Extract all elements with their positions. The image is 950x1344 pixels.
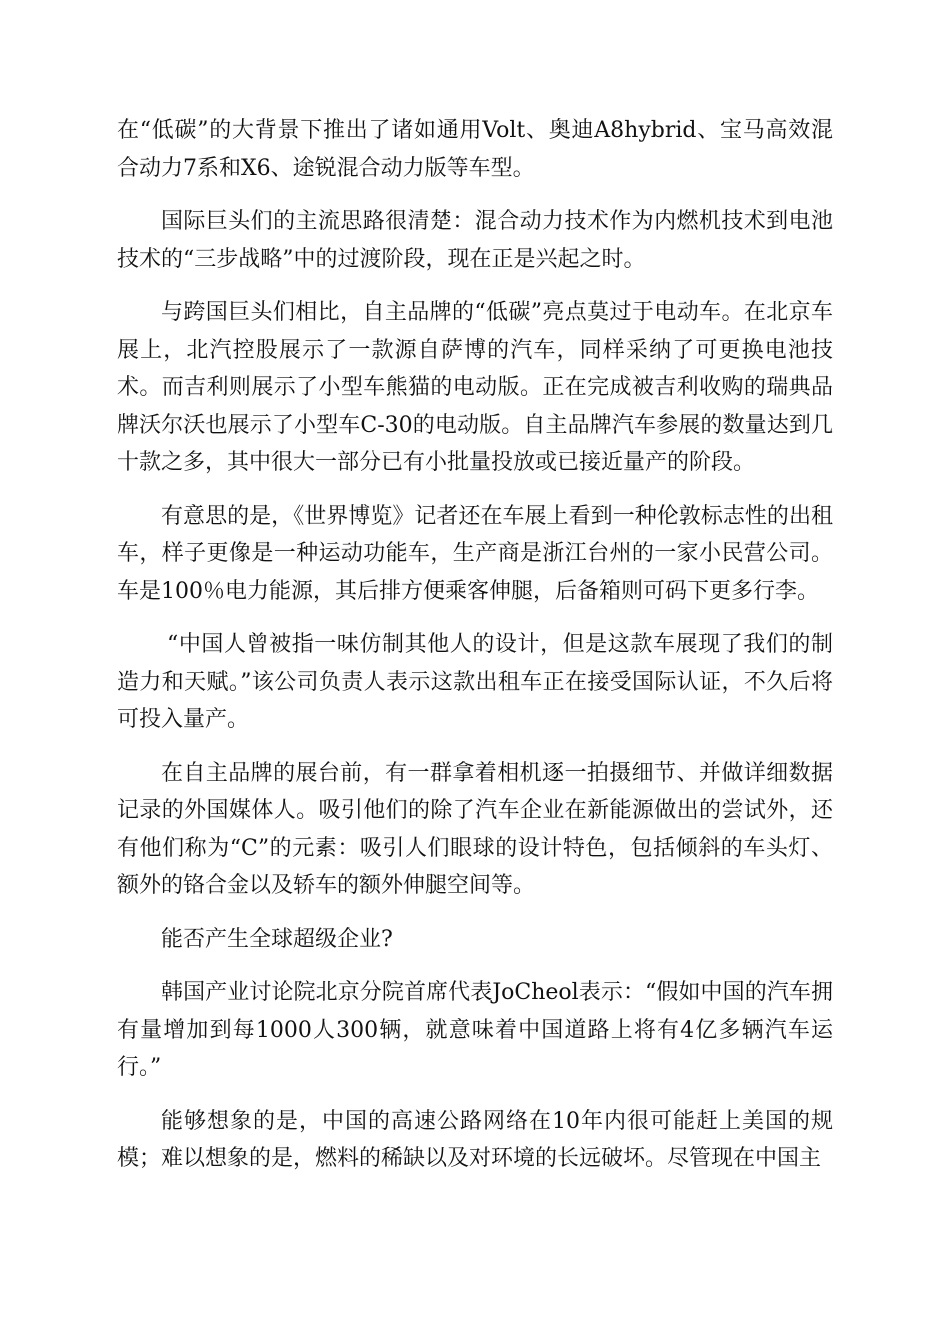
document-body [117,112,833,1194]
paragraph-quote-design: “中国人曾被指一味仿制其他人的设计，但是这款车展现了我们的制造力和天赋。”该公司负责人表示这款出租车正在接受国际认证，不久后将可投入量产。 [117,632,833,732]
paragraph-domestic-electric: 与跨国巨头们相比，自主品牌的“低碳”亮点莫过于电动车。在北京车展上，北汽控股展示了一款源自萨博的汽车，同样采纳了可更换电池技术。而吉利则展示了小型车熊猫的电动版。正在完成被吉利收购的瑞典品牌沃尔沃也展示了小型车C-30的电动版。自主品牌汽车参展的数量达到几十款之多，其中很大一部分已有小批量投放或已接近量产的阶段。 [117,300,833,475]
paragraph-london-taxi: 有意思的是，《世界博览》记者还在车展上看到一种伦敦标志性的出租车，样子更像是一种运动功能车，生产商是浙江台州的一家小民营公司。车是100％电力能源，其后排方便乘客伸腿，后备箱则可码下更多行李。 [117,503,833,604]
section-heading-global-enterprise: 能否产生全球超级企业? [161,926,393,952]
paragraph-highway-network: 能够想象的是，中国的高速公路网络在10年内很可能赶上美国的规模；难以想象的是，燃料的稀缺以及对环境的长远破坏。尽管现在中国主 [117,1108,833,1171]
paragraph-foreign-media: 在自主品牌的展台前，有一群拿着相机逐一拍摄细节、并做详细数据记录的外国媒体人。吸引他们的除了汽车企业在新能源做出的尝试外，还有他们称为“C”的元素：吸引人们眼球的设计特色，包括倾斜的车头灯、额外的铬合金以及轿车的额外伸腿空间等。 [117,760,833,898]
paragraph-hybrid-models: 在“低碳”的大背景下推出了诸如通用Volt、奥迪A8hybrid、宝马高效混合动力7系和X6、途锐混合动力版等车型。 [117,118,833,181]
paragraph-jocheol-quote: 韩国产业讨论院北京分院首席代表JoCheol表示：“假如中国的汽车拥有量增加到每1000人300辆，就意味着中国道路上将有4亿多辆汽车运行。” [117,980,833,1080]
paragraph-three-step-strategy: 国际巨头们的主流思路很清楚：混合动力技术作为内燃机技术到电池技术的“三步战略”中的过渡阶段，现在正是兴起之时。 [117,209,833,272]
